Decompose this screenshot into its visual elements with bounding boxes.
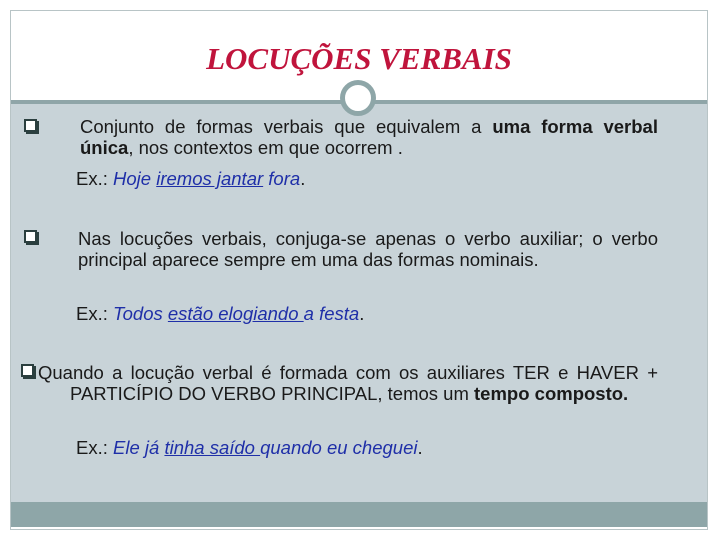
- example-label: Ex.:: [76, 168, 114, 189]
- slide-title: LOCUÇÕES VERBAIS: [206, 41, 512, 76]
- bullet-text-2: [78, 228, 658, 270]
- checkbox-bullet-icon: [21, 364, 34, 377]
- example-3: [76, 437, 423, 459]
- example-text: Todos: [113, 303, 168, 324]
- example-text: quando eu cheguei: [260, 437, 418, 458]
- checkbox-bullet-icon: [24, 230, 37, 243]
- bullet-text-2-part: Nas locuções verbais, conjuga-se apenas o verbo auxiliar; o verbo principal aparece sempre em uma das formas nominais.: [78, 228, 658, 270]
- bullet-text-3-part: Quando a locução verbal é formada com os auxiliares TER e HAVER + PARTICÍPIO DO VERBO PRINCIPAL, temos um: [38, 362, 658, 404]
- example-period: .: [300, 168, 306, 189]
- bullet-text-3: [38, 362, 658, 404]
- example-2: [76, 303, 364, 325]
- example-text: a festa: [303, 303, 360, 324]
- bullet-text-1: [80, 116, 658, 158]
- example-locution: tinha saído: [164, 437, 261, 458]
- example-text: Ele já: [113, 437, 165, 458]
- example-period: .: [417, 437, 423, 458]
- ring-decoration-icon: [340, 80, 376, 116]
- example-locution: estão elogiando: [167, 303, 304, 324]
- example-locution: iremos jantar: [156, 168, 264, 189]
- example-label: Ex.:: [76, 303, 114, 324]
- footer-bar: [11, 502, 707, 527]
- example-text: Hoje: [113, 168, 157, 189]
- example-period: .: [359, 303, 365, 324]
- example-text: fora: [263, 168, 301, 189]
- example-1: [76, 168, 305, 190]
- bullet-text-3-bold: tempo composto.: [474, 383, 629, 404]
- bullet-text-1-bold: uma forma verbal única: [80, 116, 658, 158]
- bullet-text-1-part: Conjunto de formas verbais que equivalem a: [80, 116, 493, 137]
- checkbox-bullet-icon: [24, 119, 37, 132]
- example-label: Ex.:: [76, 437, 114, 458]
- bullet-text-1-end: , nos contextos em que ocorrem .: [128, 137, 403, 158]
